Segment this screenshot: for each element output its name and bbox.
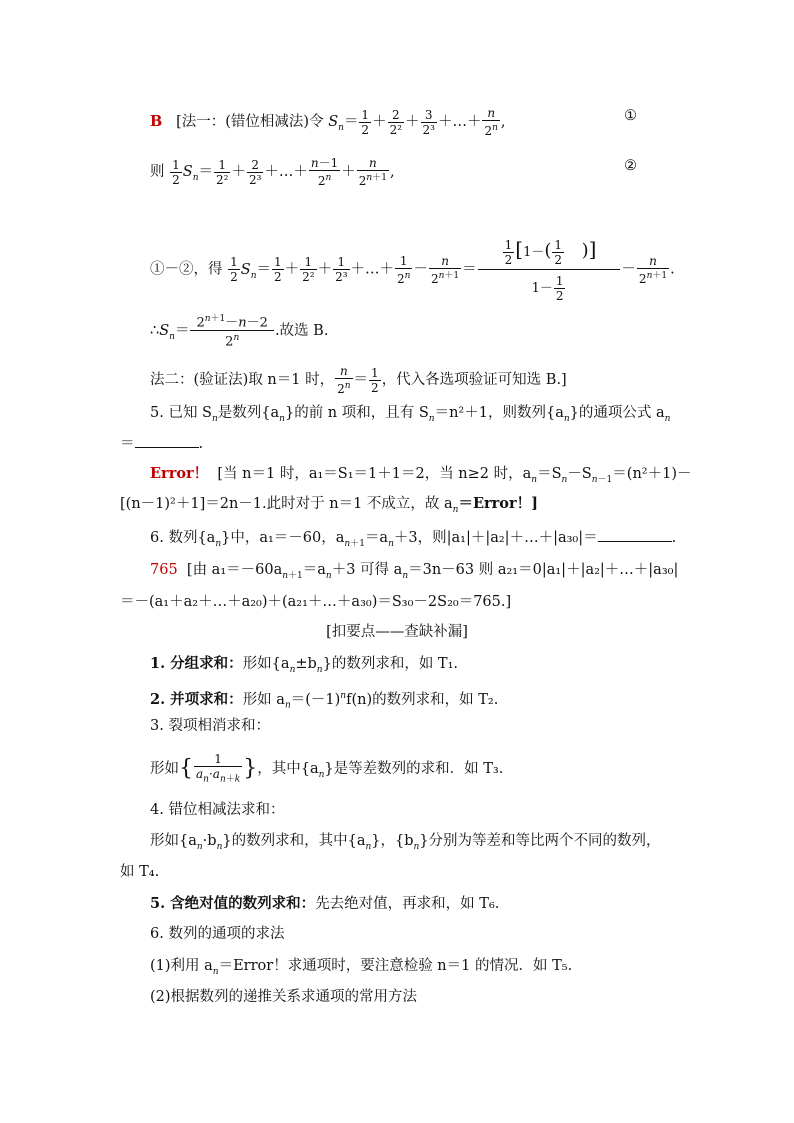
half-sum-line: 则 $\frac{1}{2}$ $S_n=$ $\frac{1}{\text{2²}}$ ＋ $\frac{2}{\text{2³}}$ ＋…＋ $\frac{n-1}{2^n}$ ＋ $\frac{n}{2^{n+1}}$ , — [150, 156, 395, 188]
summary-item-4-line1: 形如$\{a_n\cdot b_n\}$的数列求和，其中$\{a_n\}$，$\{b_n\}$分别为等差和等比两个不同的数列， — [150, 833, 661, 852]
method1-head: [法一：(错位相减法)令 — [176, 114, 324, 130]
summary-item-2: 2. 并项求和：形如 $a_n=(-1)^nf(n)$的数列求和，如 T₂. — [150, 690, 499, 711]
q6-answer-line2: ＝－(a₁＋a₂＋…＋a₂₀)＋(a₂₁＋…＋a₃₀)＝S₃₀－2S₂₀＝765.] — [120, 594, 512, 610]
method2-tail: ，代入各选项验证可知选 B.] — [381, 372, 567, 388]
choose-text: .故选 B. — [274, 322, 329, 339]
method1-line: B [法一：(错位相减法)令 $S_n=$ $\frac{1}{2}$ ＋ $\frac{2}{\text{2²}}$ ＋ $\frac{3}{\text{2³}}$ ＋…＋ $\frac{n}{2^n}$ , — [150, 106, 506, 138]
summary-heading: [扣要点——查缺补漏] — [326, 624, 468, 640]
then-word: 则 — [150, 164, 165, 180]
summary-item-5: 5. 含绝对值的数列求和：先去绝对值，再求和，如 T₆. — [150, 895, 500, 912]
therefore-symbol: ∴ — [150, 322, 160, 339]
method2-line: 法二：(验证法)取 n＝1 时， $\frac{n}{2^n}$ ＝ $\frac{1}{2}$ ，代入各选项验证可知选 B.] — [150, 364, 567, 396]
q5-line1: 5. 已知 $S_n$是数列$\{a_n\}$的前 n 项和，且有 $S_n=n^2+1$，则数列$\{a_n\}$的通项公式 $a_n$ — [150, 405, 671, 424]
summary-item-4-head: 4. 错位相减法求和： — [150, 802, 285, 818]
summary-item-6-head: 6. 数列的通项的求法 — [150, 926, 285, 942]
q6-answer-line1: 765 [由 $a_1=-60a_{n+1}=a_n+3$ 可得 $a_n=3n-63$ 则 a₂₁＝0|a₁|＋|a₂|＋…＋|a₃₀| — [150, 562, 679, 581]
q5-answer-line1: Error！ [当 n＝1 时，a₁＝S₁＝1＋1＝2，当 n≥2 时，$a_n=S_n-S_{n-1}=(n^2+1)-$ — [150, 465, 692, 485]
q6-answer-value: 765 — [150, 562, 178, 578]
subtract-label: ①－②，得 — [150, 261, 223, 278]
q5-line2: ＝ . — [120, 436, 204, 452]
q6-line: 6. 数列$\{a_n\}$中，a₁＝－60，$a_{n+1}=a_n+3$，则|a₁|＋|a₂|＋…＋|a₃₀|＝ . — [150, 530, 677, 549]
method2-text: 法二：(验证法)取 n＝1 时， — [150, 372, 335, 388]
subtract-line: ①－②，得 $\frac{1}{2}$ $S_n=$ $\frac{1}{2}$ ＋ $\frac{1}{\text{2²}}$ ＋ $\frac{1}{\text{2³}}$ ＋…＋ $\frac{1}{2^n}$ － $\frac{n}{2^{n+1}}$ ＝ $\frac{1}{2}$ [1－( $\frac{1}{2}$ )] 1－ $\frac{1}{2}$ － $\frac{n}{2^{n+1}}$ . — [150, 237, 675, 303]
equation-mark-1: ① — [624, 108, 637, 124]
answer-letter: B — [150, 113, 163, 130]
error-text: Error！ — [150, 465, 209, 482]
answer-blank[interactable] — [135, 435, 199, 448]
summary-item-6-sub2: (2)根据数列的递推关系求通项的常用方法 — [150, 989, 418, 1005]
q5-answer-line2: [(n－1)²＋1]＝2n－1.此时对于 n＝1 不成立，故 $a_n=Error$！] — [120, 495, 538, 515]
equation-mark-2: ② — [624, 158, 637, 174]
answer-blank-6[interactable] — [598, 529, 672, 542]
summary-item-3-head: 3. 裂项相消求和： — [150, 718, 270, 734]
summary-item-1: 1. 分组求和：形如$\{a_n\pm b_n\}$的数列求和，如 T₁. — [150, 655, 459, 675]
summary-item-3: 形如{ $\frac{1}{a_n\cdot a_{n+k}}$ }，其中$\{a_n\}$是等差数列的求和．如 T₃. — [150, 752, 504, 785]
summary-item-6-sub1: (1)利用 $a_n=Error$！求通项时，要注意检验 n＝1 的情况．如 T₅. — [150, 958, 573, 977]
result-line: $\therefore S_n=$ $\frac{2^{n+1}-n-2}{2^n}$ .故选 B. — [150, 314, 329, 350]
summary-item-4-line2: 如 T₄. — [120, 864, 160, 880]
